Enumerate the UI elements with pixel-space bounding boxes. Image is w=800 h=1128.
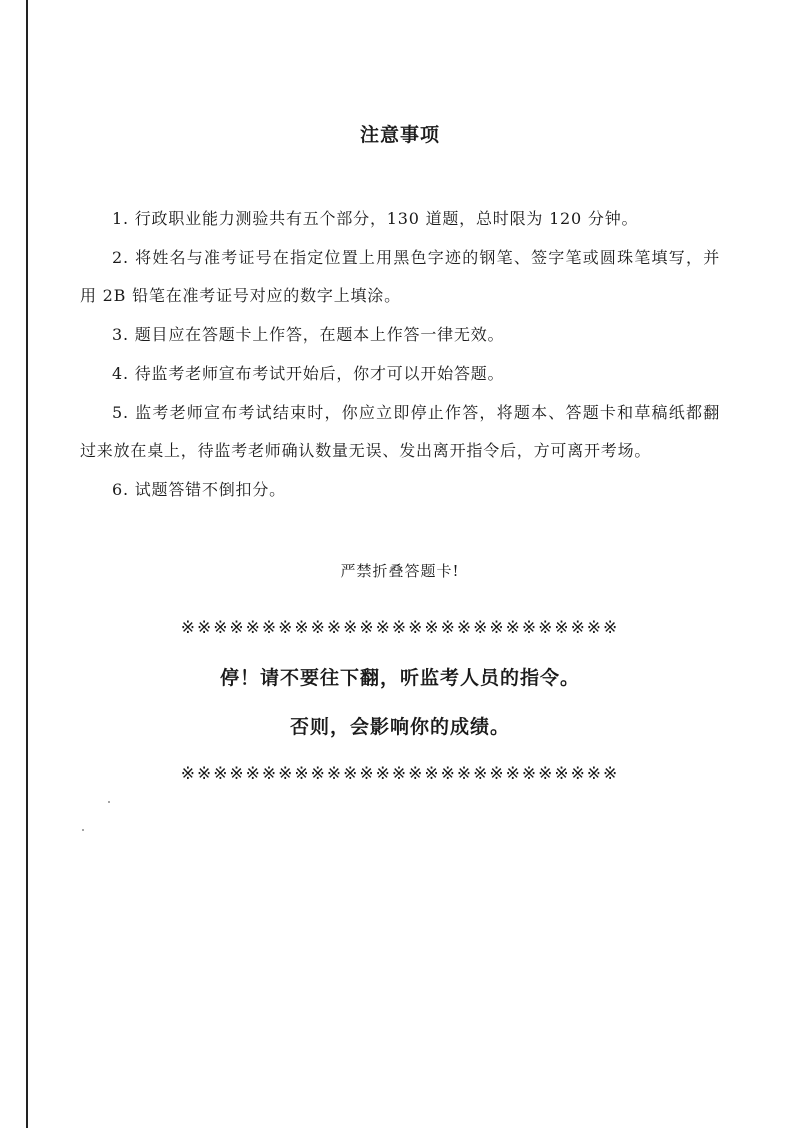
- star-divider-top: ※※※※※※※※※※※※※※※※※※※※※※※※※※※: [180, 618, 620, 638]
- note-item-4: 4. 待监考老师宣布考试开始后，你才可以开始答题。: [112, 364, 505, 383]
- page-title: 注意事项: [359, 124, 440, 146]
- scan-speck: [108, 801, 110, 803]
- note-item-6: 6. 试题答错不倒扣分。: [112, 480, 286, 499]
- note-item-3: 3. 题目应在答题卡上作答，在题本上作答一律无效。: [112, 325, 505, 344]
- stop-instruction: 停！请不要往下翻，听监考人员的指令。: [219, 667, 580, 689]
- consequence-instruction: 否则，会影响你的成绩。: [289, 716, 510, 738]
- note-item-5: 5. 监考老师宣布考试结束时，你应立即停止作答，将题本、答题卡和草稿纸都翻过来放在桌上，待监考老师确认数量无误、发出离开指令后，方可离开考场。: [80, 403, 720, 460]
- scan-speck: [82, 829, 84, 831]
- notes-list: [80, 200, 720, 510]
- star-divider-bottom: ※※※※※※※※※※※※※※※※※※※※※※※※※※※: [180, 764, 620, 784]
- note-item-2: 2. 将姓名与准考证号在指定位置上用黑色字迹的钢笔、签字笔或圆珠笔填写，并用 2B 铅笔在准考证号对应的数字上填涂。: [80, 248, 720, 305]
- note-item-1: 1. 行政职业能力测验共有五个部分，130 道题，总时限为 120 分钟。: [112, 209, 639, 228]
- no-fold-warning: 严禁折叠答题卡!: [340, 562, 460, 580]
